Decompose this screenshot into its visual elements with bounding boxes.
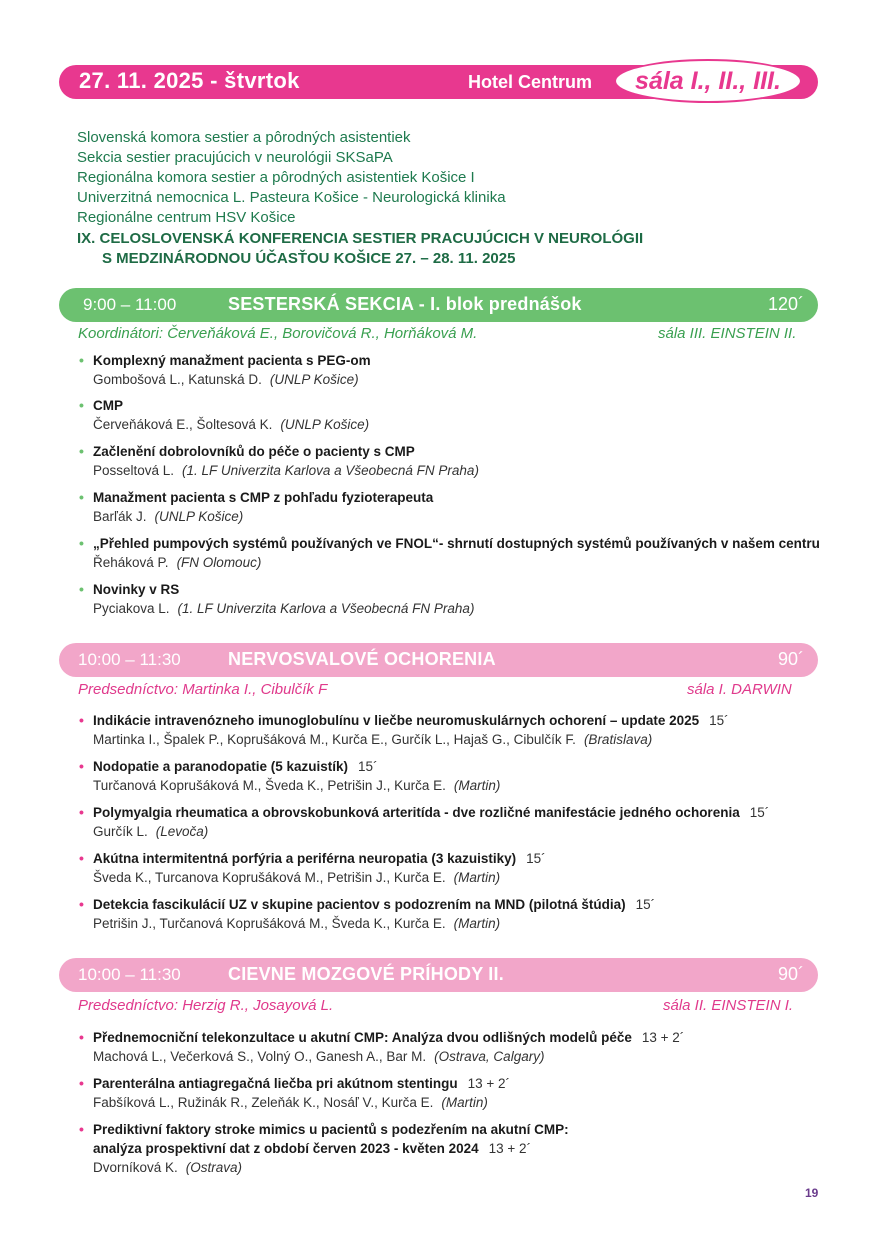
bullet-icon: • — [79, 804, 84, 820]
lecture-title: CMP — [93, 398, 123, 413]
lecture-institution: (Ostrava, Calgary) — [434, 1049, 545, 1064]
lecture-authors: Řeháková P. — [93, 555, 169, 570]
lecture-title: Novinky v RS — [93, 582, 180, 597]
session-room: sála I. DARWIN — [687, 681, 792, 698]
hotel-name: Hotel Centrum — [468, 72, 593, 92]
lecture-item — [79, 711, 839, 749]
lecture-institution: (UNLP Košice) — [269, 372, 359, 387]
lecture-item — [79, 488, 839, 526]
lecture-item — [79, 580, 839, 618]
session-duration: 90´ — [777, 964, 804, 984]
session-room: sála II. EINSTEIN I. — [663, 997, 794, 1014]
lecture-authors: Petrišin J., Turčanová Koprušáková M., Šveda K., Kurča E. — [93, 916, 446, 931]
room-badge: sála I., II., III. — [614, 59, 802, 103]
bullet-icon: • — [79, 1121, 84, 1137]
lecture-title: Přednemocniční telekonzultace u akutní CMP: Analýza dvou odlišných modelů péče — [93, 1030, 632, 1045]
bullet-icon: • — [79, 352, 84, 368]
session-time: 9:00 – 11:00 — [83, 295, 177, 314]
bullet-icon: • — [79, 896, 84, 912]
lecture-duration: 13 + 2´ — [467, 1076, 511, 1091]
lecture-authors: Barľák J. — [93, 509, 147, 524]
session-duration: 120´ — [767, 294, 804, 314]
lecture-item — [79, 534, 839, 572]
date-title: 27. 11. 2025 - štvrtok — [79, 68, 300, 93]
session-coordinators: Koordinátori: Červeňáková E., Borovičová R., Horňáková M. — [78, 325, 478, 342]
session-chairs: Predsedníctvo: Martinka I., Cibulčík F — [78, 681, 328, 698]
bullet-icon: • — [79, 1075, 84, 1091]
lecture-title: Prediktivní faktory stroke mimics u pacientů s podezřením na akutní CMP: — [93, 1122, 569, 1137]
lecture-title: Manažment pacienta s CMP z pohľadu fyzioterapeuta — [93, 490, 434, 505]
session-title: NERVOSVALOVÉ OCHORENIA — [228, 649, 496, 669]
lecture-authors: Dvorníková K. — [93, 1160, 178, 1175]
lecture-authors: Turčanová Koprušáková M., Šveda K., Petrišin J., Kurča E. — [93, 778, 446, 793]
session-time: 10:00 – 11:30 — [78, 650, 181, 669]
lecture-item — [79, 442, 839, 480]
bullet-icon: • — [79, 850, 84, 866]
lecture-duration: 15´ — [358, 759, 378, 774]
lecture-institution: (Martin) — [453, 916, 501, 931]
lecture-institution: (Martin) — [441, 1095, 488, 1110]
lecture-institution: (Levoča) — [155, 824, 209, 839]
lecture-authors: Šveda K., Turcanova Koprušáková M., Petrišin J., Kurča E. — [93, 870, 446, 885]
lecture-title: Komplexný manažment pacienta s PEG-om — [93, 353, 371, 368]
lecture-institution: (Martin) — [453, 778, 501, 793]
lecture-institution: (Bratislava) — [583, 732, 653, 747]
conference-title-line1: IX. CELOSLOVENSKÁ KONFERENCIA SESTIER PRACUJÚCICH V NEUROLÓGII — [77, 230, 644, 247]
organizer-line: Regionálna komora sestier a pôrodných asistentiek Košice I — [77, 169, 475, 186]
lecture-item — [79, 757, 839, 795]
lecture-duration: 15´ — [749, 805, 770, 820]
lecture-duration: 15´ — [635, 897, 656, 912]
lecture-duration: 13 + 2´ — [641, 1030, 685, 1045]
lecture-title-continued: analýza prospektivní dat z období červen 2023 - květen 2024 — [93, 1141, 479, 1156]
organizer-line: Slovenská komora sestier a pôrodných asistentiek — [77, 129, 411, 146]
page-number: 19 — [805, 1186, 819, 1200]
session-bar-nursing — [59, 288, 818, 322]
lecture-institution: (UNLP Košice) — [154, 509, 244, 524]
lecture-institution: (1. LF Univerzita Karlova a Všeobecná FN Praha) — [182, 463, 479, 478]
bullet-icon: • — [79, 1029, 84, 1045]
session-title: CIEVNE MOZGOVÉ PRÍHODY II. — [228, 964, 504, 984]
session-time: 10:00 – 11:30 — [78, 965, 181, 984]
lecture-item — [79, 895, 839, 933]
lecture-authors: Červeňáková E., Šoltesová K. — [93, 417, 273, 432]
lecture-title: Polymyalgia rheumatica a obrovskobunková arteritída - dve rozličné manifestácie jedného ochorenia — [93, 805, 740, 820]
lecture-authors: Machová L., Večerková S., Volný O., Ganesh A., Bar M. — [93, 1049, 427, 1064]
lecture-duration: 15´ — [709, 713, 729, 728]
bullet-icon: • — [79, 535, 84, 551]
session-chairs: Predsedníctvo: Herzig R., Josayová L. — [78, 997, 334, 1014]
lecture-authors: Gombošová L., Katunská D. — [93, 372, 262, 387]
lecture-institution: (FN Olomouc) — [176, 555, 262, 570]
lecture-institution: (UNLP Košice) — [280, 417, 370, 432]
lecture-institution: (Martin) — [453, 870, 501, 885]
session-title: SESTERSKÁ SEKCIA - I. blok prednášok — [228, 294, 582, 314]
organizer-line: Sekcia sestier pracujúcich v neurológii SKSaPA — [77, 149, 393, 166]
session-bar-neuromuscular — [59, 643, 818, 677]
organizer-line: Univerzitná nemocnica L. Pasteura Košice - Neurologická klinika — [77, 189, 506, 206]
lecture-title: Parenterálna antiagregačná liečba pri akútnom stentingu — [93, 1076, 458, 1091]
organizers-list — [77, 128, 757, 228]
bullet-icon: • — [79, 443, 84, 459]
lecture-title: Detekcia fascikulácií UZ v skupine pacientov s podozrením na MND (pilotná štúdia) — [93, 897, 626, 912]
lecture-authors: Fabšíková L., Ružinák R., Zeleňák K., Nosáľ V., Kurča E. — [93, 1095, 434, 1110]
session-duration: 90´ — [777, 649, 804, 669]
conference-title-line2: S MEDZINÁRODNOU ÚČASŤOU KOŠICE 27. – 28. 11. 2025 — [102, 250, 516, 267]
session-bar-stroke — [59, 958, 818, 992]
bullet-icon: • — [79, 581, 84, 597]
lecture-authors: Gurčík L. — [93, 824, 148, 839]
organizer-line: Regionálne centrum HSV Košice — [77, 209, 296, 226]
session-room: sála III. EINSTEIN II. — [658, 325, 797, 342]
lecture-title: Indikácie intravenózneho imunoglobulínu v liečbe neuromuskulárnych ochorení – update 2025 — [93, 713, 700, 728]
lecture-duration: 13 + 2´ — [488, 1141, 532, 1156]
lecture-authors: Posseltová L. — [93, 463, 175, 478]
lecture-item — [79, 1074, 839, 1112]
bullet-icon: • — [79, 489, 84, 505]
bullet-icon: • — [79, 758, 84, 774]
lecture-authors: Martinka I., Špalek P., Koprušáková M., Kurča E., Gurčík L., Hajaš G., Cibulčík F. — [93, 732, 576, 747]
conference-title — [77, 229, 777, 269]
lecture-item — [79, 849, 839, 887]
lecture-title: Nodopatie a paranodopatie (5 kazuistík) — [93, 759, 349, 774]
lecture-authors: Pyciakova L. — [93, 601, 170, 616]
lecture-institution: (Ostrava) — [185, 1160, 243, 1175]
lecture-title: „Přehled pumpových systémů používaných ve FNOL“- shrnutí dostupných systémů používaných v našem centru — [93, 536, 820, 551]
bullet-icon: • — [79, 397, 84, 413]
lecture-item — [79, 803, 839, 841]
lecture-item — [79, 396, 839, 434]
lecture-title: Začlenění dobrolovníků do péče o pacienty s CMP — [93, 444, 415, 459]
lecture-item — [79, 1028, 839, 1066]
lecture-title: Akútna intermitentná porfýria a periférna neuropatia (3 kazuistiky) — [93, 851, 517, 866]
lecture-item — [79, 351, 839, 389]
lecture-item — [79, 1120, 839, 1177]
bullet-icon: • — [79, 712, 84, 728]
lecture-institution: (1. LF Univerzita Karlova a Všeobecná FN Praha) — [177, 601, 475, 616]
date-header-bar — [59, 65, 818, 99]
lecture-duration: 15´ — [526, 851, 546, 866]
